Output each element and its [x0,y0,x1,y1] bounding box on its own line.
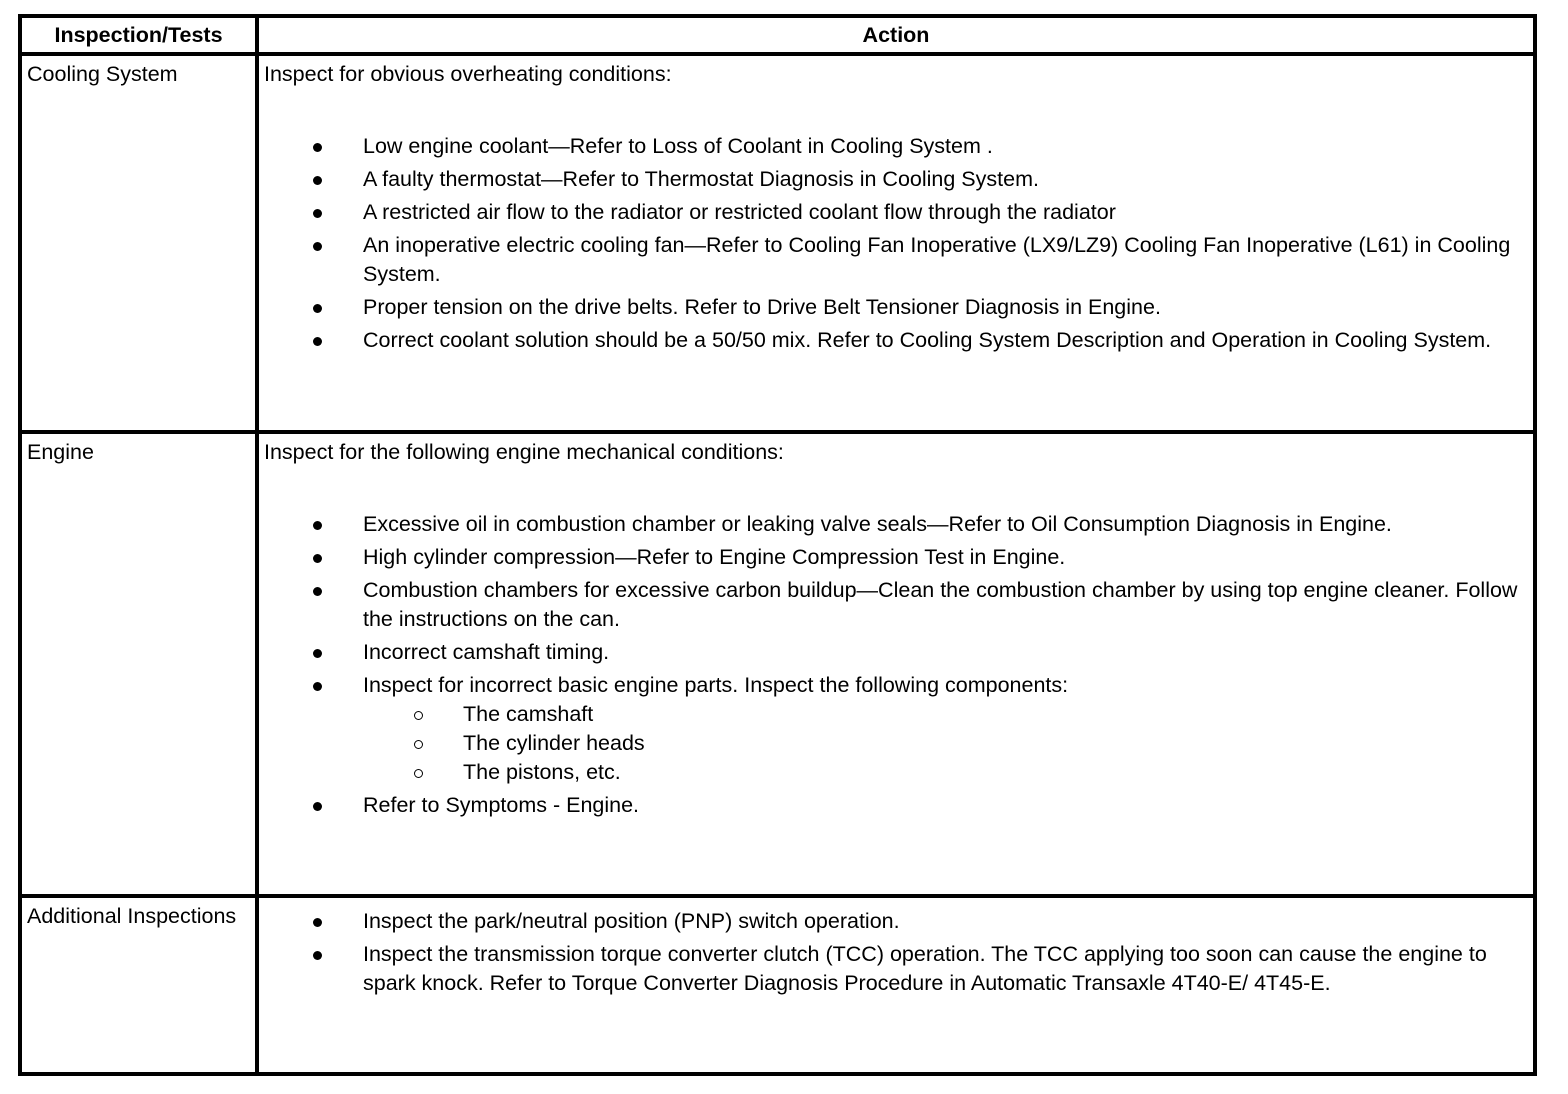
bullet-icon [313,802,322,811]
bullet-icon [313,649,322,658]
list-item-text: Excessive oil in combustion chamber or leaking valve seals—Refer to Oil Consumption Diagnosis in Engine. [363,512,1392,536]
bullet-list [264,132,1528,355]
inspection-table [18,14,1537,1076]
table-row-cooling-system [20,54,1535,432]
header-action: Action [257,16,1535,54]
list-item-text: Inspect for incorrect basic engine parts. Inspect the following components: [363,673,1069,697]
circle-bullet-icon [414,740,423,749]
bullet-icon [313,176,322,185]
bullet-icon [313,242,322,251]
table-row-engine [20,432,1535,896]
list-item [264,940,1528,998]
list-item-text: A faulty thermostat—Refer to Thermostat Diagnosis in Cooling System. [363,167,1039,191]
bullet-list [264,907,1528,998]
list-item [264,791,1528,820]
bullet-icon [313,918,322,927]
action-intro: Inspect for obvious overheating conditions: [264,62,672,86]
sub-list-item [363,700,1524,729]
action-cell [257,54,1535,432]
list-item-text: A restricted air flow to the radiator or restricted coolant flow through the radiator [363,200,1116,224]
list-item [264,165,1528,194]
list-item [264,326,1528,355]
list-item-text: Combustion chambers for excessive carbon buildup—Clean the combustion chamber by using top engine cleaner. Follow the instructions on the can. [363,578,1518,631]
sub-list-item [363,729,1524,758]
sub-list-item-text: The camshaft [463,702,594,726]
header-row [20,16,1535,54]
table-row-additional-inspections [20,896,1535,1074]
bullet-icon [313,304,322,313]
bullet-icon [313,521,322,530]
list-item-text: Inspect the park/neutral position (PNP) switch operation. [363,909,900,933]
list-item-text: An inoperative electric cooling fan—Refer to Cooling Fan Inoperative (LX9/LZ9) Cooling Fan Inoperative (L61) in Cooling System. [363,233,1511,286]
list-item-text: Incorrect camshaft timing. [363,640,610,664]
bullet-icon [313,587,322,596]
sub-list [363,700,1524,787]
action-cell [257,432,1535,896]
header-inspection-tests: Inspection/Tests [20,16,257,54]
list-item [264,231,1528,289]
list-item [264,543,1528,572]
list-item [264,132,1528,161]
list-item [264,576,1528,634]
category-cell: Cooling System [20,54,257,432]
bullet-icon [313,337,322,346]
action-cell [257,896,1535,1074]
sub-list-item [363,758,1524,787]
sub-list-item-text: The pistons, etc. [463,760,621,784]
circle-bullet-icon [414,711,423,720]
list-item [264,907,1528,936]
bullet-icon [313,143,322,152]
list-item [264,293,1528,322]
category-cell: Engine [20,432,257,896]
bullet-list [264,510,1528,820]
list-item-text: Low engine coolant—Refer to Loss of Coolant in Cooling System . [363,134,993,158]
list-item-text: High cylinder compression—Refer to Engine Compression Test in Engine. [363,545,1066,569]
list-item-text: Inspect the transmission torque converter clutch (TCC) operation. The TCC applying too soon can cause the engine to spark knock. Refer to Torque Converter Diagnosis Procedure in Automatic Transaxle 4T40-E/ 4T45-E. [363,942,1487,995]
list-item [264,198,1528,227]
list-item [264,671,1528,787]
list-item-text: Correct coolant solution should be a 50/50 mix. Refer to Cooling System Description and Operation in Cooling System. [363,328,1492,352]
bullet-icon [313,209,322,218]
bullet-icon [313,554,322,563]
action-intro: Inspect for the following engine mechanical conditions: [264,440,784,464]
circle-bullet-icon [414,769,423,778]
bullet-icon [313,682,322,691]
list-item [264,638,1528,667]
bullet-icon [313,951,322,960]
list-item-text: Refer to Symptoms - Engine. [363,793,640,817]
sub-list-item-text: The cylinder heads [463,731,645,755]
list-item-text: Proper tension on the drive belts. Refer to Drive Belt Tensioner Diagnosis in Engine. [363,295,1161,319]
category-cell: Additional Inspections [20,896,257,1074]
list-item [264,510,1528,539]
